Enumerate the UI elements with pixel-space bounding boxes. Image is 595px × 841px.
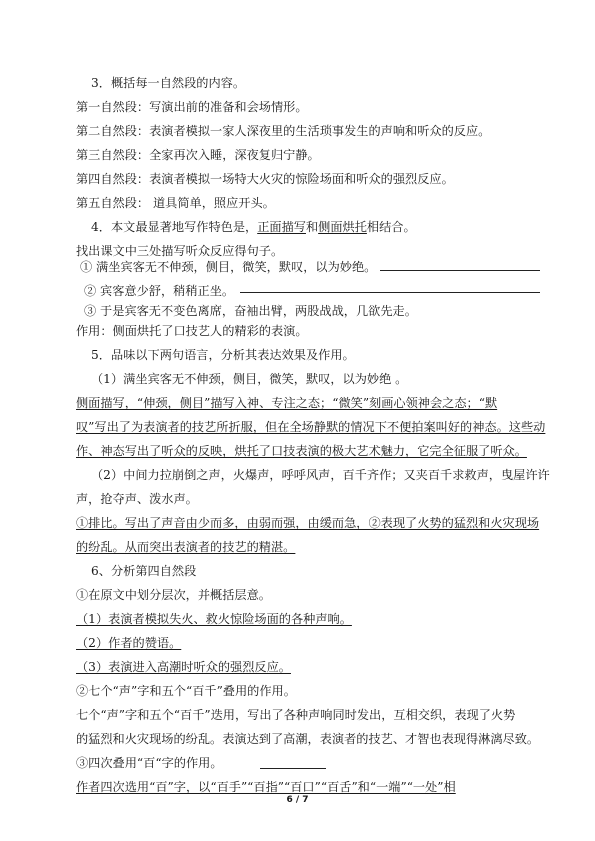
layer-2: （2）作者的赞语。 — [76, 636, 182, 650]
layer-3: （3）表演进入高潮时听众的强烈反应。 — [76, 660, 291, 674]
question-4-middle: 和 — [305, 220, 319, 234]
answer-blank — [380, 270, 540, 271]
sentence-2-line-2: 声，抢夺声、泼水声。 — [76, 492, 198, 506]
answer-blank — [260, 768, 326, 769]
analysis-1-line-1: 侧面描写，“伸颈，侧目”描写入神、专注之态；“微笑”刻画心领神会之态；“默 — [76, 396, 498, 410]
paragraph-5-summary: 第五自然段： 道具简单，照应开头。 — [76, 196, 275, 210]
question-4 — [91, 219, 416, 235]
paragraph-2-summary: 第二自然段：表演者模拟一家人深夜里的生活琐事发生的声响和听众的反应。 — [76, 124, 491, 138]
analysis-2-line-1: ①排比。写出了声音由少而多，由弱而强，由缓而急，②表现了火势的猛烈和火灾现场 — [76, 516, 540, 530]
paragraph-1-summary: 第一自然段：写演出前的准备和会场情形。 — [76, 100, 308, 114]
reaction-function: 作用：侧面烘托了口技艺人的精彩的表演。 — [76, 324, 308, 338]
sheng-baiqian-answer-line-2: 的猛烈和火灾现场的纷乱。表演达到了高潮，表演者的技艺、才智也表现得淋漓尽致。 — [76, 732, 540, 746]
layer-1: （1）表演者模拟失火、救火惊险场面的各种声响。 — [76, 612, 352, 626]
question-4-term-1: 正面描写 — [257, 220, 306, 234]
audience-reaction-2: ② 宾客意少舒，稍稍正坐。 — [84, 284, 235, 298]
sheng-baiqian-prompt: ②七个“声”字和五个“百千”叠用的作用。 — [76, 684, 296, 698]
sentence-2-line-1: （2）中间力拉崩倒之声，火爆声，呼呼风声，百千齐作；又夹百千求救声，曳屋许许 — [91, 468, 550, 482]
sentence-1: （1）满坐宾客无不伸颈，侧目，微笑，默叹，以为妙绝 。 — [91, 372, 408, 386]
layer-prompt: ①在原文中划分层次，并概括层意。 — [76, 588, 271, 602]
bai-answer-line-1: 作者四次选用“百”字，以“百手”“百指”“百口”“百舌”和“一端”“一处”相 — [76, 780, 456, 794]
question-4-term-2: 侧面烘托 — [318, 220, 367, 234]
audience-reaction-1: ① 满坐宾客无不伸颈，侧目，微笑，默叹，以为妙绝。 — [80, 260, 377, 274]
page-number: 6 / 7 — [286, 795, 309, 805]
bai-prompt: ③四次叠用“百“字的作用。 — [76, 756, 223, 770]
paragraph-3-summary: 第三自然段：全家再次入睡，深夜复归宁静。 — [76, 148, 320, 162]
question-6: 6、分析第四自然段 — [91, 564, 197, 578]
analysis-1-line-3: 作、神态写出了听众的反映，烘托了口技表演的极大艺术魅力，它完全征服了听众。 — [76, 444, 527, 458]
audience-reaction-prompt: 找出课文中三处描写听众反应得句子。 — [76, 244, 284, 258]
analysis-2-line-2: 的纷乱。从而突出表演者的技艺的精湛。 — [76, 540, 296, 554]
paragraph-4-summary: 第四自然段：表演者模拟一场特大火灾的惊险场面和听众的强烈反应。 — [76, 172, 454, 186]
question-5: 5．品味以下两句语言，分析其表达效果及作用。 — [91, 348, 355, 362]
sheng-baiqian-answer-line-1: 七个“声”字和五个“百千”迭用，写出了各种声响同时发出，互相交织，表现了火势 — [76, 708, 516, 722]
answer-blank — [240, 292, 540, 293]
question-4-prefix: 4．本文最显著地写作特色是， — [91, 220, 258, 234]
analysis-1-line-2: 叹”写出了为表演者的技艺所折服，但在全场静默的情况下不便拍案叫好的神态。这些动 — [76, 420, 546, 434]
question-4-suffix: 相结合。 — [366, 220, 416, 234]
audience-reaction-3: ③ 于是宾客无不变色离席，奋袖出臂，两股战战，几欲先走。 — [84, 304, 417, 318]
question-3: 3．概括每一自然段的内容。 — [91, 76, 246, 90]
